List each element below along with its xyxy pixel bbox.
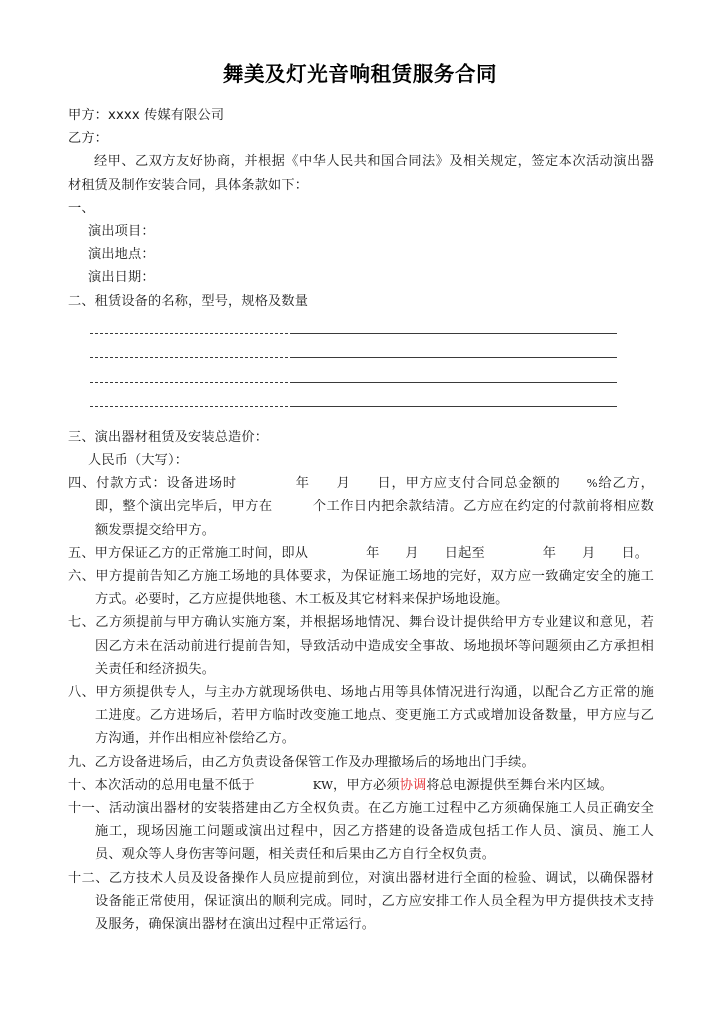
section-12-paragraph: 十二、乙方技术人员及设备操作人员应提前到位，对演出器材进行全面的检验、调试，以确保器材设备能正常使用，保证演出的顺利完成。同时，乙方应安排工作人员全程为甲方提供技术支持及服务，确保演出器材在演出过程中正常运行。 [68, 870, 654, 933]
section-9-paragraph: 九、乙方设备进场后，由乙方负责设备保管工作及办理撤场后的场地出门手续。 [68, 754, 535, 770]
rule-solid-segment [293, 333, 617, 334]
section-4-month-label: 月 [335, 476, 351, 492]
section-10-text-part3: 将总电源提供至舞台米内区域。 [426, 777, 614, 793]
section-10-text-part1: 十、本次活动的总用电量不低于 [68, 777, 255, 793]
section-10-paragraph [68, 774, 654, 797]
section-4-line2-b: 个工作日内把余款结清。乙方应在约定的付款前将相应数额 [95, 499, 654, 538]
rule-solid-segment [293, 406, 617, 407]
section-4-day-label: 日，甲方应支付合同总金额的 [376, 476, 561, 492]
section-4-line2-a: 整个演出完毕后，甲方在 [122, 499, 273, 515]
rule-dashed-segment [90, 333, 293, 334]
section-4-percent-symbol: % [586, 476, 598, 491]
section-5-text-part1: 五、甲方保证乙方的正常施工时间，即从 [68, 545, 309, 561]
page-title: 舞美及灯光音响租赁服务合同 [222, 62, 498, 86]
section-10-unit-label: KW [312, 777, 334, 792]
section-4-line3: 发票提交给甲方。 [108, 522, 216, 538]
rule-solid-segment [293, 357, 617, 358]
fill-in-rule-row[interactable] [90, 322, 654, 347]
section-1-item-venue: 演出地点： [88, 247, 155, 263]
section-4-paragraph [68, 472, 654, 542]
rule-dashed-segment [90, 406, 293, 407]
section-10-emphasis-text: 协调 [399, 777, 427, 793]
section-4-text-part2: 给乙方，即， [95, 476, 654, 515]
rule-dashed-segment [90, 357, 293, 358]
section-5-paragraph [68, 542, 654, 565]
section-6-paragraph: 六、甲方提前告知乙方施工场地的具体要求，为保证施工场地的完好，双方应一致确定安全的施工方式。必要时，乙方应提供地毯、木工板及其它材料来保护场地设施。 [68, 569, 654, 608]
section-5-month1-label: 月 [405, 545, 419, 561]
rule-solid-segment [293, 382, 617, 383]
section-4-text-part1: 四、付款方式：设备进场时 [68, 476, 238, 492]
contract-body [68, 104, 654, 936]
section-5-year1-label: 年 [366, 545, 380, 561]
section-10-text-part2: ，甲方必须 [333, 777, 400, 793]
section-5-day1-label: 日起至 [444, 545, 485, 561]
party-b-line: 乙方： [68, 131, 109, 147]
preamble-paragraph: 经甲、乙双方友好协商，并根据《中华人民共和国合同法》及相关规定，签定本次活动演出器材租赁及制作安装合同，具体条款如下： [68, 154, 654, 193]
section-1-item-project: 演出项目： [88, 224, 155, 240]
section-11-paragraph: 十一、活动演出器材的安装搭建由乙方全权负责。在乙方施工过程中乙方须确保施工人员正确安全施工，现场因施工问题或演出过程中，因乙方搭建的设备造成包括工作人员、演员、施工人员、观众等人身伤害等问题，相关责任和后果由乙方自行全权负责。 [68, 801, 654, 863]
section-2-heading: 二、租赁设备的名称，型号，规格及数量 [68, 293, 309, 309]
fill-in-rule-row[interactable] [90, 371, 654, 396]
fill-in-rule-row[interactable] [90, 346, 654, 371]
rule-dashed-segment [90, 382, 293, 383]
fill-in-rule-row[interactable] [90, 395, 654, 420]
section-5-month2-label: 月 [582, 545, 596, 561]
section-7-paragraph: 七、乙方须提前与甲方确认实施方案，并根据场地情况、舞台设计提供给甲方专业建议和意见，若因乙方未在活动前进行提前告知，导致活动中造成安全事故、场地损坏等问题须由乙方承担相关责任和经济损失。 [68, 615, 654, 677]
section-1-number: 一、 [68, 200, 95, 216]
party-a-line: 甲方：xxxx 传媒有限公司 [68, 108, 225, 123]
section-1-item-date: 演出日期： [88, 270, 155, 286]
equipment-fill-in-rules [68, 322, 654, 420]
section-3-item-amount: 人民币（大写）： [88, 453, 189, 469]
section-5-year2-label: 年 [542, 545, 557, 561]
section-4-year-label: 年 [295, 476, 310, 492]
section-3-heading: 三、演出器材租赁及安装总造价： [68, 429, 269, 445]
section-5-day2-label: 日。 [621, 545, 649, 561]
section-8-paragraph: 八、甲方须提供专人，与主办方就现场供电、场地占用等具体情况进行沟通，以配合乙方正常的施工进度。乙方进场后，若甲方临时改变施工地点、变更施工方式或增加设备数量，甲方应与乙方沟通，并作出相应补偿给乙方。 [68, 685, 654, 747]
